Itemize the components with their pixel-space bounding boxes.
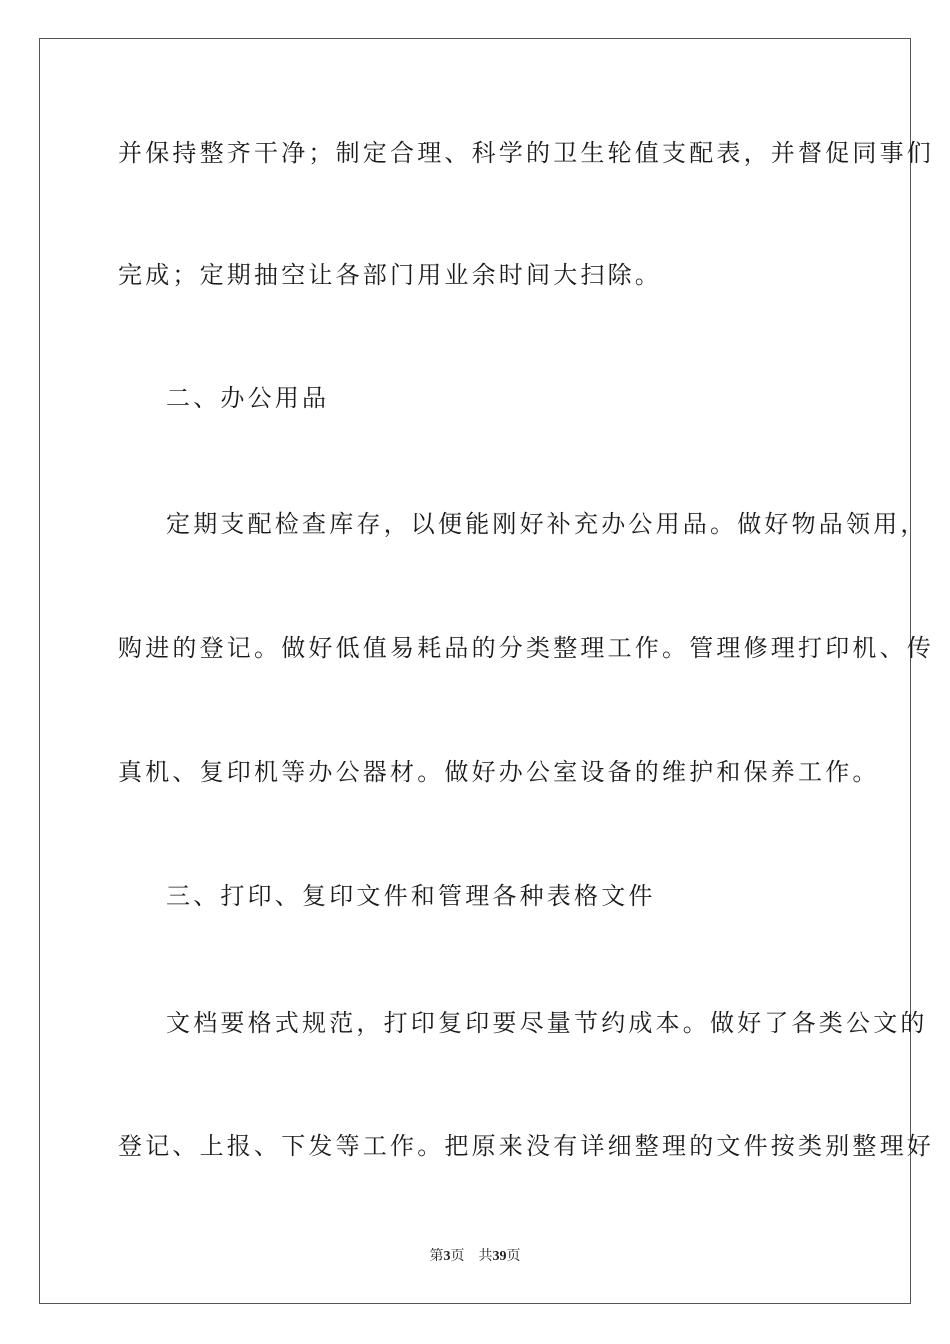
body-line-1: 并保持整齐干净；制定合理、科学的卫生轮值支配表，并督促同事们 [118,139,934,167]
footer-page-number: 3 [443,1249,451,1264]
footer-total-pages: 39 [492,1249,507,1264]
body-line-3: 定期支配检查库存，以便能刚好补充办公用品。做好物品领用， [166,510,928,538]
page-footer [0,1248,950,1266]
section-heading-3: 三、打印、复印文件和管理各种表格文件 [166,882,656,910]
page-border [39,38,934,1304]
body-line-2: 完成；定期抽空让各部门用业余时间大扫除。 [118,261,662,289]
footer-page-suffix: 页 [450,1249,465,1264]
section-heading-2: 二、办公用品 [166,384,330,412]
footer-page-prefix: 第 [429,1249,444,1264]
body-line-7: 登记、上报、下发等工作。把原来没有详细整理的文件按类别整理好 [118,1132,934,1160]
footer-total-prefix: 共 [478,1249,493,1264]
body-line-4: 购进的登记。做好低值易耗品的分类整理工作。管理修理打印机、传 [118,634,934,662]
footer-total-suffix: 页 [506,1249,521,1264]
body-line-6: 文档要格式规范，打印复印要尽量节约成本。做好了各类公文的 [166,1009,928,1037]
body-line-5: 真机、复印机等办公器材。做好办公室设备的维护和保养工作。 [118,758,880,786]
